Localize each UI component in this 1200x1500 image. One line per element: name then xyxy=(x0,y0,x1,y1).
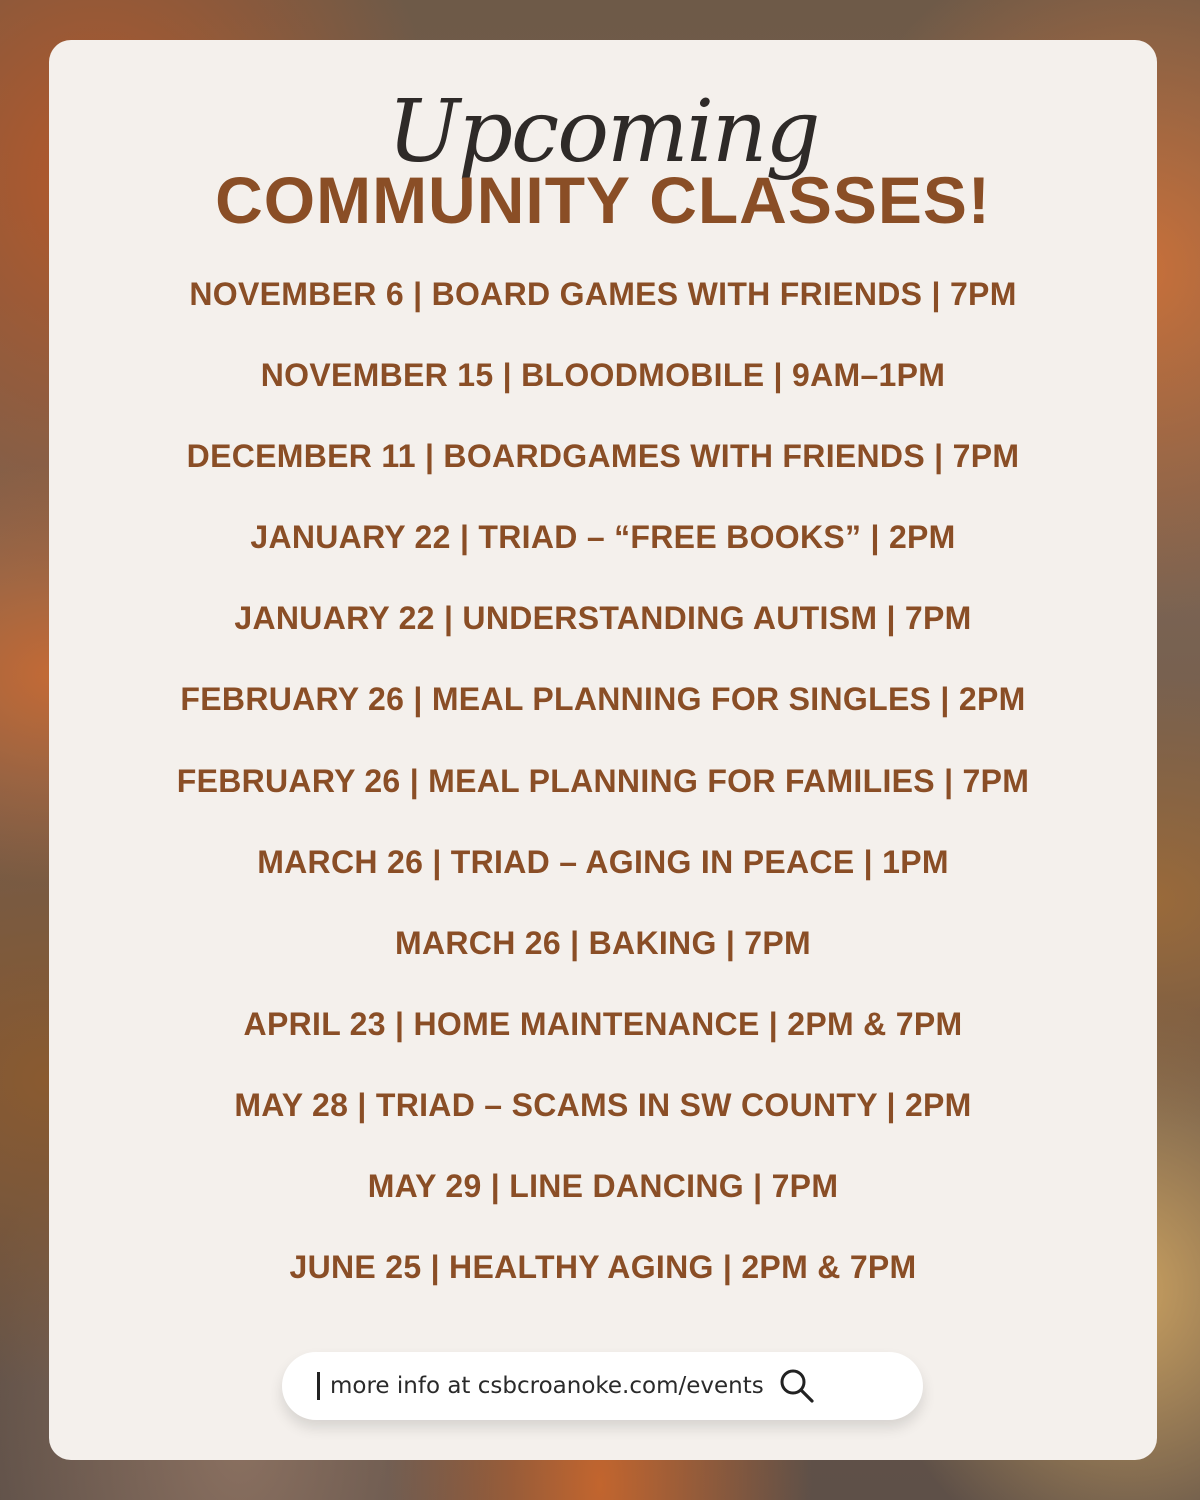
event-item: MAY 28 | TRIAD – SCAMS IN SW COUNTY | 2PM xyxy=(234,1086,972,1123)
search-icon[interactable] xyxy=(778,1367,816,1405)
event-item: MAY 29 | LINE DANCING | 7PM xyxy=(367,1168,839,1205)
event-item: JANUARY 22 | UNDERSTANDING AUTISM | 7PM xyxy=(234,600,972,637)
search-text: more info at csbcroanoke.com/events xyxy=(330,1373,764,1399)
event-item: NOVEMBER 15 | BLOODMOBILE | 9AM–1PM xyxy=(260,357,946,394)
event-list xyxy=(49,272,1157,1326)
event-item: FEBRUARY 26 | MEAL PLANNING FOR SINGLES | 2PM xyxy=(180,681,1026,718)
event-item: APRIL 23 | HOME MAINTENANCE | 2PM & 7PM xyxy=(243,1005,963,1042)
search-bar[interactable] xyxy=(282,1352,923,1420)
event-item: MARCH 26 | BAKING | 7PM xyxy=(395,924,811,961)
script-heading: Upcoming xyxy=(387,82,819,182)
flyer-card xyxy=(49,40,1157,1460)
event-item: DECEMBER 11 | BOARDGAMES WITH FRIENDS | 7PM xyxy=(186,438,1020,475)
event-item: NOVEMBER 6 | BOARD GAMES WITH FRIENDS | 7PM xyxy=(189,276,1017,312)
event-item: MARCH 26 | TRIAD – AGING IN PEACE | 1PM xyxy=(257,843,949,880)
event-item: JUNE 25 | HEALTHY AGING | 2PM & 7PM xyxy=(289,1249,917,1286)
page-title: COMMUNITY CLASSES! xyxy=(215,163,991,237)
event-item: FEBRUARY 26 | MEAL PLANNING FOR FAMILIES | 7PM xyxy=(176,762,1030,799)
text-cursor xyxy=(317,1372,320,1400)
event-item: JANUARY 22 | TRIAD – “FREE BOOKS” | 2PM xyxy=(250,519,956,556)
